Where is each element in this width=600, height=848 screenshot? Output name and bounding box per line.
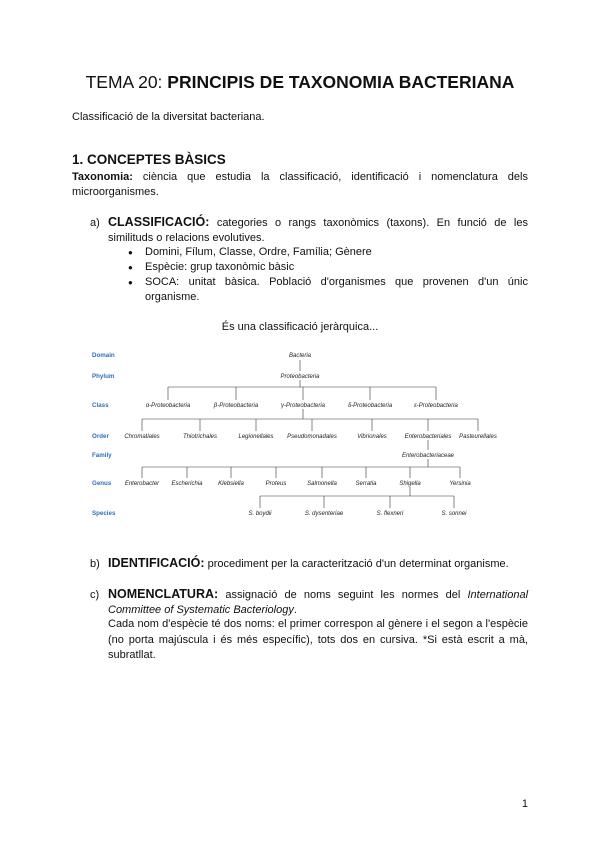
- title-main: PRINCIPIS DE TAXONOMIA BACTERIANA: [167, 72, 515, 92]
- nomenclatura-paragraph: [108, 587, 528, 618]
- taxon-genus: Enterobacter: [124, 481, 160, 487]
- taxon-genus: Shigella: [399, 481, 421, 487]
- taxon-genus: Escherichia: [171, 481, 203, 487]
- taxon-genus: Salmonella: [307, 481, 337, 487]
- taxon-class: δ-Proteobacteria: [347, 403, 393, 409]
- committee-name: International Committee of Systematic Bacteriology: [108, 589, 529, 616]
- taxon-genus: Yersinia: [449, 481, 471, 487]
- item-marker-b: b): [90, 558, 100, 570]
- identificacio-label: IDENTIFICACIÓ:: [108, 556, 205, 570]
- taxon-genus: Proteus: [265, 481, 287, 487]
- taxon-class: γ-Proteobacteria: [280, 403, 326, 409]
- taxon-order: Chromatiales: [124, 434, 160, 440]
- intro-text: Classificació de la diversitat bacteriana.: [72, 111, 265, 123]
- rank-label: Genus: [92, 480, 112, 487]
- classificacio-text: categories o rangs taxonòmics (taxons). En funció de les similituds o relacions evolutives.: [108, 217, 528, 244]
- taxon-domain: Bacteria: [288, 353, 312, 359]
- rank-label: Species: [92, 510, 116, 517]
- tree-caption: És una classificació jeràrquica...: [221, 321, 379, 333]
- classificacio-bullet-list: [128, 245, 528, 305]
- page-number: 1: [521, 798, 528, 810]
- taxon-order: Pseudomonadales: [287, 434, 337, 440]
- taxon-order: Thiotrichales: [182, 434, 218, 440]
- identificacio-text: procediment per la caracterització d'un determinat organisme.: [207, 558, 509, 570]
- rank-label: Family: [92, 452, 112, 459]
- classificacio-paragraph: [108, 215, 528, 246]
- taxonomia-def: ciència que estudia la classificació, identificació i nomenclatura dels microorganismes.: [72, 171, 528, 198]
- rank-label: Domain: [92, 352, 115, 359]
- taxon-genus: Serratia: [355, 481, 377, 487]
- committee-period: .: [293, 604, 297, 616]
- taxonomia-definition: [72, 170, 528, 200]
- nomenclatura-label: NOMENCLATURA:: [108, 587, 219, 601]
- taxon-species: S. flexneri: [376, 511, 404, 517]
- taxon-order: Pasteurellales: [459, 434, 497, 440]
- taxon-species: S. sonnei: [441, 511, 467, 517]
- taxon-class: ε-Proteobacteria: [414, 403, 458, 409]
- title-prefix: TEMA 20:: [85, 72, 163, 92]
- taxon-order: Legionellales: [238, 434, 274, 440]
- taxon-class: α-Proteobacteria: [145, 403, 191, 409]
- rank-label: Phylum: [92, 373, 115, 380]
- taxon-genus: Klebsiella: [218, 481, 244, 487]
- bullet-item: ● Domini, Fílum, Classe, Ordre, Família; Gènere: [128, 245, 528, 260]
- taxon-order: Enterobacteriales: [404, 434, 452, 440]
- item-marker-a: a): [90, 217, 100, 229]
- nomenclatura-text: assignació de noms seguint les normes del: [225, 589, 461, 601]
- taxon-family: Enterobacteriaceae: [401, 453, 455, 459]
- classificacio-label: CLASSIFICACIÓ:: [108, 215, 210, 229]
- rank-label: Class: [92, 402, 109, 409]
- rank-label: Order: [92, 433, 109, 440]
- bullet-item: ● SOCA: unitat bàsica. Població d'organismes que provenen d'un únic organisme.: [128, 275, 528, 305]
- taxon-order: Vibrionales: [357, 434, 387, 440]
- item-marker-c: c): [90, 589, 100, 601]
- taxonomy-tree-diagram: [0, 340, 600, 530]
- page-title: [0, 72, 600, 93]
- taxon-class: β-Proteobacteria: [213, 403, 259, 409]
- taxon-species: S. boydii: [248, 511, 272, 517]
- nomenclatura-explanation: Cada nom d'espècie té dos noms: el primer correspon al gènere i el segon a l'espècie (no porta majúscula i és més específic), tots dos en cursiva. *Si està escrit a mà, subratllat.: [108, 618, 528, 661]
- identificacio-paragraph: [108, 556, 528, 572]
- taxonomia-term: Taxonomia:: [72, 171, 133, 183]
- bullet-item: ● Espècie: grup taxonòmic bàsic: [128, 260, 528, 275]
- section-heading: 1. CONCEPTES BÀSICS: [72, 152, 226, 167]
- taxon-phylum: Proteobacteria: [280, 374, 320, 380]
- taxon-species: S. dysenteriae: [304, 511, 344, 517]
